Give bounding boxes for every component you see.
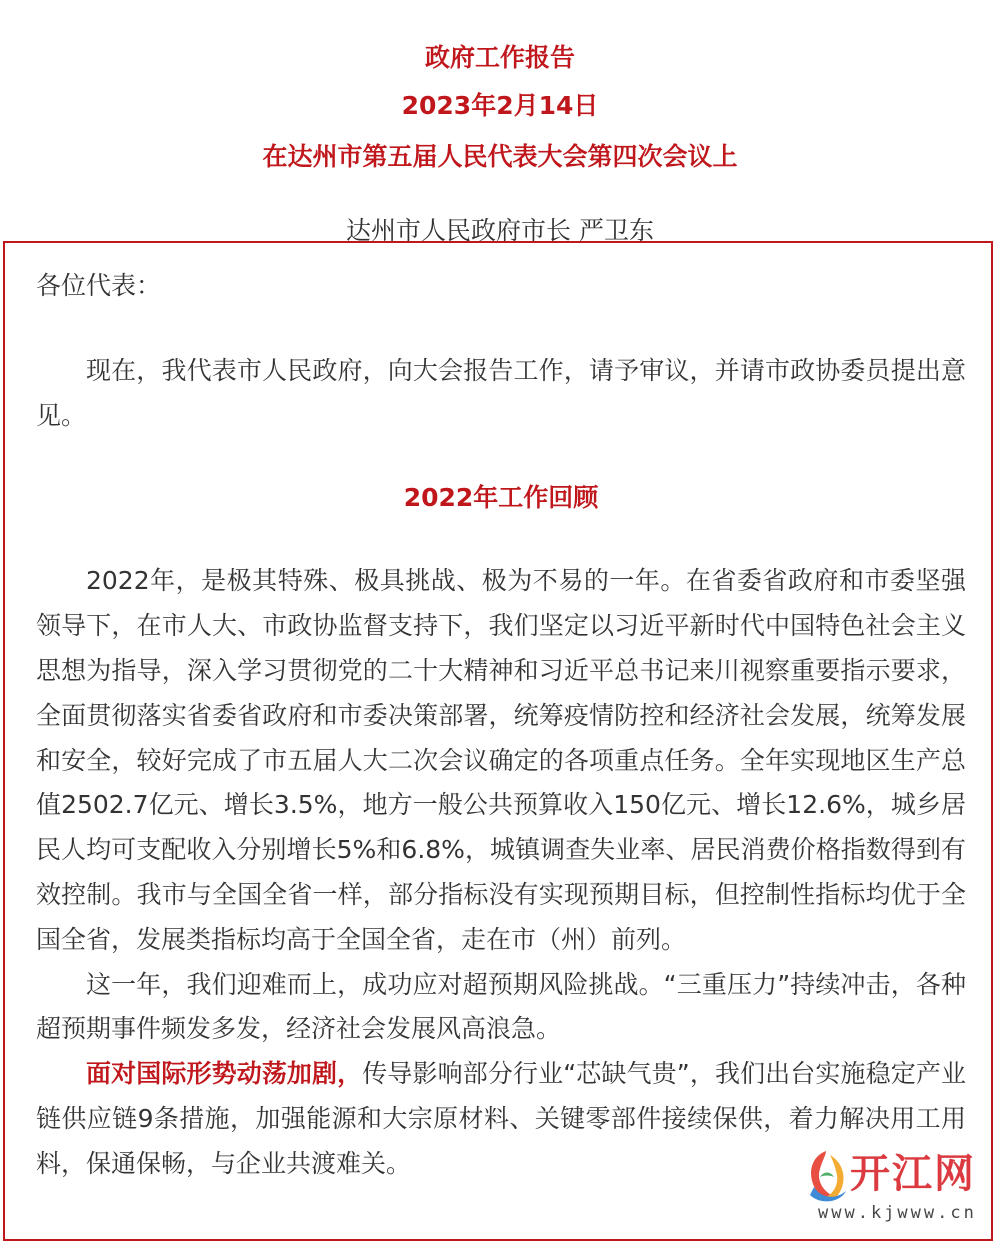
review-paragraph-2: 这一年，我们迎难而上，成功应对超预期风险挑战。“三重压力”持续冲击，各种超预期事件频发多发，经济社会发展风高浪急。 xyxy=(36,969,966,1044)
kaijiang-logo-icon xyxy=(800,1147,852,1205)
report-author: 达州市人民政府市长 严卫东 xyxy=(346,216,654,245)
report-title: 政府工作报告 xyxy=(424,43,575,72)
paragraph-text: 传导影响部分行业“芯缺气贵”，我们出台实施稳定产业链供应链9条措施，加强能源和大宗原材料、关键零部件接续保供，着力解决用工用料，保通保畅，与企业共渡难关。 xyxy=(36,1059,966,1178)
report-date: 2023年2月14日 xyxy=(401,91,599,120)
intro-paragraph: 现在，我代表市人民政府，向大会报告工作，请予审议，并请市政协委员提出意见。 xyxy=(36,355,966,430)
greeting: 各位代表： xyxy=(36,271,162,300)
site-watermark xyxy=(796,1145,996,1229)
review-paragraph-1: 2022年，是极其特殊、极具挑战、极为不易的一年。在省委省政府和市委坚强领导下，在市人大、市政协监督支持下，我们坚定以习近平新时代中国特色社会主义思想为指导，深入学习贯彻党的二十大精神和习近平总书记来川视察重要指示要求，全面贯彻落实省委省政府和市委决策部署，统筹疫情防控和经济社会发展，统筹发展和安全，较好完成了市五届人大二次会议确定的各项重点任务。全年实现地区生产总值2502.7亿元、增长3.5%，地方一般公共预算收入150亿元、增长12.6%，城乡居民人均可支配收入分别增长5%和6.8%，城镇调查失业率、居民消费价格指数得到有效控制。我市与全国全省一样，部分指标没有实现预期目标，但控制性指标均优于全国全省，发展类指标均高于全国全省，走在市（州）前列。 xyxy=(36,566,966,954)
watermark-url: www.kjwww.cn xyxy=(818,1203,977,1223)
highlight-text: 面对国际形势动荡加剧， xyxy=(86,1059,363,1089)
section-title: 2022年工作回顾 xyxy=(403,483,599,513)
watermark-name: 开江网 xyxy=(850,1150,976,1197)
meeting-name: 在达州市第五届人民代表大会第四次会议上 xyxy=(262,142,738,171)
report-body xyxy=(36,264,966,1187)
